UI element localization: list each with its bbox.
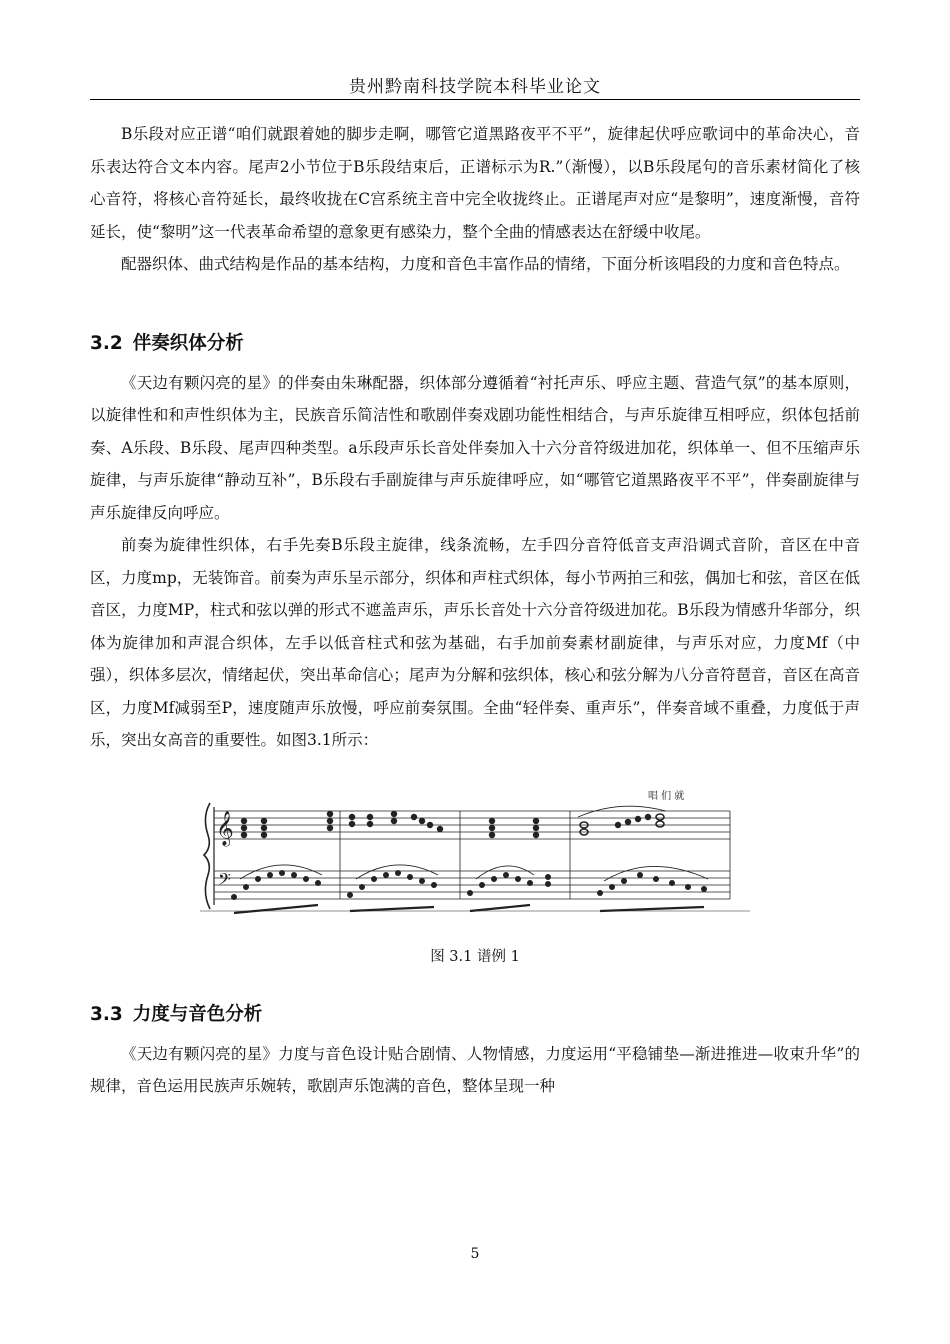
header-rule [90, 99, 860, 100]
body-paragraph-2: 配器织体、曲式结构是作品的基本结构，力度和音色丰富作品的情绪，下面分析该唱段的力度和音色特点。 [121, 255, 850, 273]
page-content [90, 118, 860, 1103]
section-3-2-paragraph-2: 前奏为旋律性织体，右手先奏B乐段主旋律，线条流畅，左手四分音符低音支声沿调式音阶，音区在中音区，力度mp，无装饰音。前奏为声乐呈示部分，织体和声柱式织体，每小节两拍三和弦，偶加七和弦，音区在低音区，力度MP，柱式和弦以弹的形式不遮盖声乐，声乐长音处十六分音符级进加花。B乐段为情感升华部分，织体为旋律加和声混合织体，左手以低音柱式和弦为基础，右手加前奏素材副旋律，与声乐对应，力度Mf（中强），织体多层次，情绪起伏，突出革命信心；尾声为分解和弦织体，核心和弦分解为八分音符琶音，音区在高音区，力度Mf减弱至P，速度随声乐放慢，呼应前奏氛围。全曲“轻伴奏、重声乐”，伴奏音域不重叠，力度低于声乐，突出女高音的重要性。如图3.1所示： [90, 536, 860, 749]
section-3-2-paragraph-1: 《天边有颗闪亮的星》的伴奏由朱琳配器，织体部分遵循着“衬托声乐、呼应主题、营造气氛”的基本原则，以旋律性和和声性织体为主，民族音乐简洁性和歌剧伴奏戏剧功能性相结合，与声乐旋律互相呼应，织体包括前奏、A乐段、B乐段、尾声四种类型。a乐段声乐长音处伴奏加入十六分音符级进加花，织体单一、但不压缩声乐旋律，与声乐旋律“静动互补”，B乐段右手副旋律与声乐旋律呼应，如“哪管它道黑路夜平不平”，伴奏副旋律与声乐旋律反向呼应。 [90, 373, 860, 522]
figure-3-1 [90, 787, 860, 966]
section-number: 3.3 [90, 1003, 123, 1025]
svg-text:𝄢: 𝄢 [218, 868, 231, 893]
section-title: 伴奏织体分析 [132, 332, 244, 354]
page-number: 5 [470, 1246, 480, 1262]
sheet-music-image [200, 787, 750, 927]
section-number: 3.2 [90, 332, 123, 354]
section-title: 力度与音色分析 [132, 1003, 263, 1025]
page-header: 贵州黔南科技学院本科毕业论文 [349, 77, 601, 97]
figure-caption: 图 3.1 谱例 1 [430, 948, 520, 965]
body-paragraph-1: B乐段对应正谱“咱们就跟着她的脚步走啊，哪管它道黑路夜平不平”，旋律起伏呼应歌词中的革命决心，音乐表达符合文本内容。尾声2小节位于B乐段结束后，正谱标示为R.”（渐慢），以B乐段尾句的音乐素材简化了核心音符，将核心音符延长，最终收拢在C宫系统主音中完全收拢终止。正谱尾声对应“是黎明”，速度渐慢，音符延长，使“黎明”这一代表革命希望的意象更有感染力，整个全曲的情感表达在舒缓中收尾。 [90, 125, 860, 241]
section-heading-3-2 [90, 329, 860, 359]
figure-lyrics: 唱 们 就 [648, 790, 685, 802]
section-heading-3-3 [90, 1000, 860, 1030]
svg-text:𝄞: 𝄞 [216, 810, 234, 846]
section-3-3-paragraph-1: 《天边有颗闪亮的星》力度与音色设计贴合剧情、人物情感，力度运用“平稳铺垫—渐进推进—收束升华”的规律，音色运用民族声乐婉转，歌剧声乐饱满的音色，整体呈现一种 [90, 1044, 860, 1095]
